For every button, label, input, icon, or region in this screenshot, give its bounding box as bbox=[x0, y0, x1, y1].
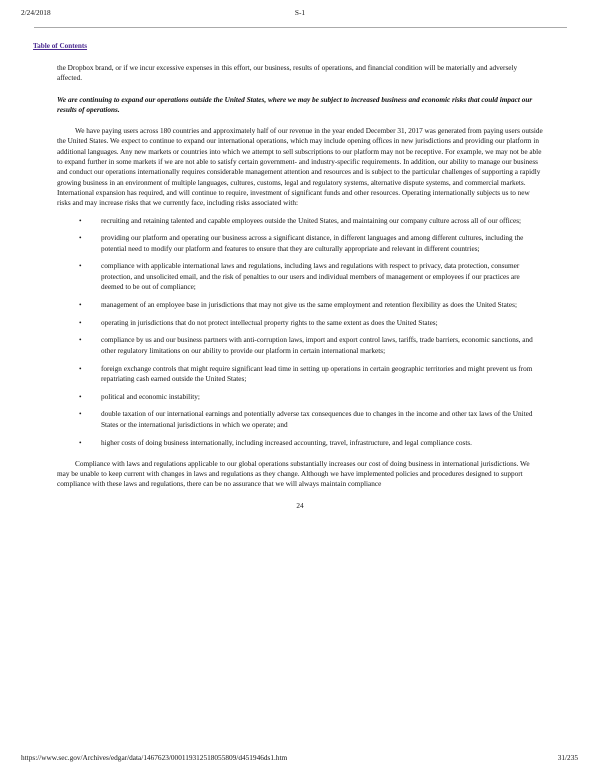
footer-url: https://www.sec.gov/Archives/edgar/data/1467623/000119312518055809/d451946ds1.htm bbox=[21, 753, 288, 762]
bullet-icon: • bbox=[79, 262, 82, 271]
bullet-icon: • bbox=[79, 410, 82, 419]
list-item-text: operating in jurisdictions that do not protect intellectual property rights to the same extent as does the United States; bbox=[101, 318, 438, 327]
page-number: 24 bbox=[296, 501, 304, 510]
risk-heading: We are continuing to expand our operations outside the United States, where we may be subject to increased business and economic risks that could impact our results of operations. bbox=[57, 95, 533, 114]
list-item bbox=[57, 438, 543, 448]
list-item-text: foreign exchange controls that might require significant lead time in setting up operations in certain geographic territories and might prevent us from repatriating cash earned outside the United States; bbox=[101, 364, 533, 383]
table-of-contents-link[interactable]: Table of Contents bbox=[33, 42, 88, 50]
list-item bbox=[57, 261, 543, 292]
list-item bbox=[57, 409, 543, 430]
risk-list bbox=[57, 216, 543, 448]
body-paragraph: We have paying users across 180 countries and approximately half of our revenue in the year ended December 31, 2017 was generated from paying users outside the United States. We expect to continue to expand our international operations, which may include opening offices in new jurisdictions and providing our platform in additional languages. Any new markets or countries into which we attempt to sell subscriptions to our platform may not be receptive. For example, we may not be able to expand further in some markets if we are not able to satisfy certain government- and industry-specific requirements. In addition, our ability to manage our business and conduct our operations internationally requires considerable management attention and resources and is subject to the particular challenges of supporting a rapidly growing business in an environment of multiple languages, cultures, customs, legal and regulatory systems, alternative dispute systems, and commercial markets. International expansion has required, and will continue to require, investment of significant funds and other resources. Operating internationally subjects us to new risks and may increase risks that we currently face, including risks associated with: bbox=[57, 127, 543, 208]
list-item bbox=[57, 335, 543, 356]
list-item-text: higher costs of doing business internationally, including increased accounting, travel, infrastructure, and legal compliance costs. bbox=[101, 438, 472, 447]
list-item-text: double taxation of our international earnings and potentially adverse tax consequences due to changes in the income and other tax laws of the United States or the international jurisdictions in which we operate; and bbox=[101, 410, 533, 429]
list-item bbox=[57, 392, 543, 402]
list-item-text: recruiting and retaining talented and capable employees outside the United States, and maintaining our company culture across all of our offices; bbox=[101, 216, 522, 225]
list-item-text: political and economic instability; bbox=[101, 392, 200, 401]
bullet-icon: • bbox=[79, 234, 82, 243]
list-item-text: management of an employee base in jurisdictions that may not give us the same employment and retention flexibility as does the United States; bbox=[101, 300, 517, 309]
list-item bbox=[57, 300, 543, 310]
bullet-icon: • bbox=[79, 336, 82, 345]
list-item bbox=[57, 216, 543, 226]
bullet-icon: • bbox=[79, 392, 82, 401]
intro-paragraph: the Dropbox brand, or if we incur excessive expenses in this effort, our business, results of operations, and financial condition will be materially and adversely affected. bbox=[57, 64, 518, 83]
list-item bbox=[57, 233, 543, 254]
document-title: S-1 bbox=[294, 8, 306, 17]
bullet-icon: • bbox=[79, 300, 82, 309]
document-body bbox=[57, 63, 543, 511]
list-item-text: compliance with applicable international laws and regulations, including laws and regulations with respect to privacy, data protection, consumer protection, and unsolicited email, and the risk of penalties to our users and individual members of management or employees if our practices are deemed to be out of compliance; bbox=[101, 262, 520, 292]
bullet-icon: • bbox=[79, 438, 82, 447]
list-item-text: compliance by us and our business partners with anti-corruption laws, import and export control laws, tariffs, trade barriers, economic sanctions, and other regulatory limitations on our ability to provide our platform in certain international markets; bbox=[101, 336, 533, 355]
list-item-text: providing our platform and operating our business across a significant distance, in different languages and among different cultures, including the potential need to modify our platform and features to ensure that they are culturally appropriate and relevant in different countries; bbox=[101, 234, 524, 253]
header-divider bbox=[34, 27, 567, 28]
bullet-icon: • bbox=[79, 216, 82, 225]
print-date: 2/24/2018 bbox=[21, 8, 51, 17]
footer-page-count: 31/235 bbox=[557, 753, 578, 762]
closing-paragraph: Compliance with laws and regulations applicable to our global operations substantially increases our cost of doing business in international jurisdictions. We may be unable to keep current with changes in laws and regulations as they change. Although we have implemented policies and procedures designed to support compliance with these laws and regulations, there can be no assurance that we will always maintain compliance bbox=[57, 459, 530, 489]
list-item bbox=[57, 364, 543, 385]
bullet-icon: • bbox=[79, 364, 82, 373]
bullet-icon: • bbox=[79, 318, 82, 327]
list-item bbox=[57, 318, 543, 328]
